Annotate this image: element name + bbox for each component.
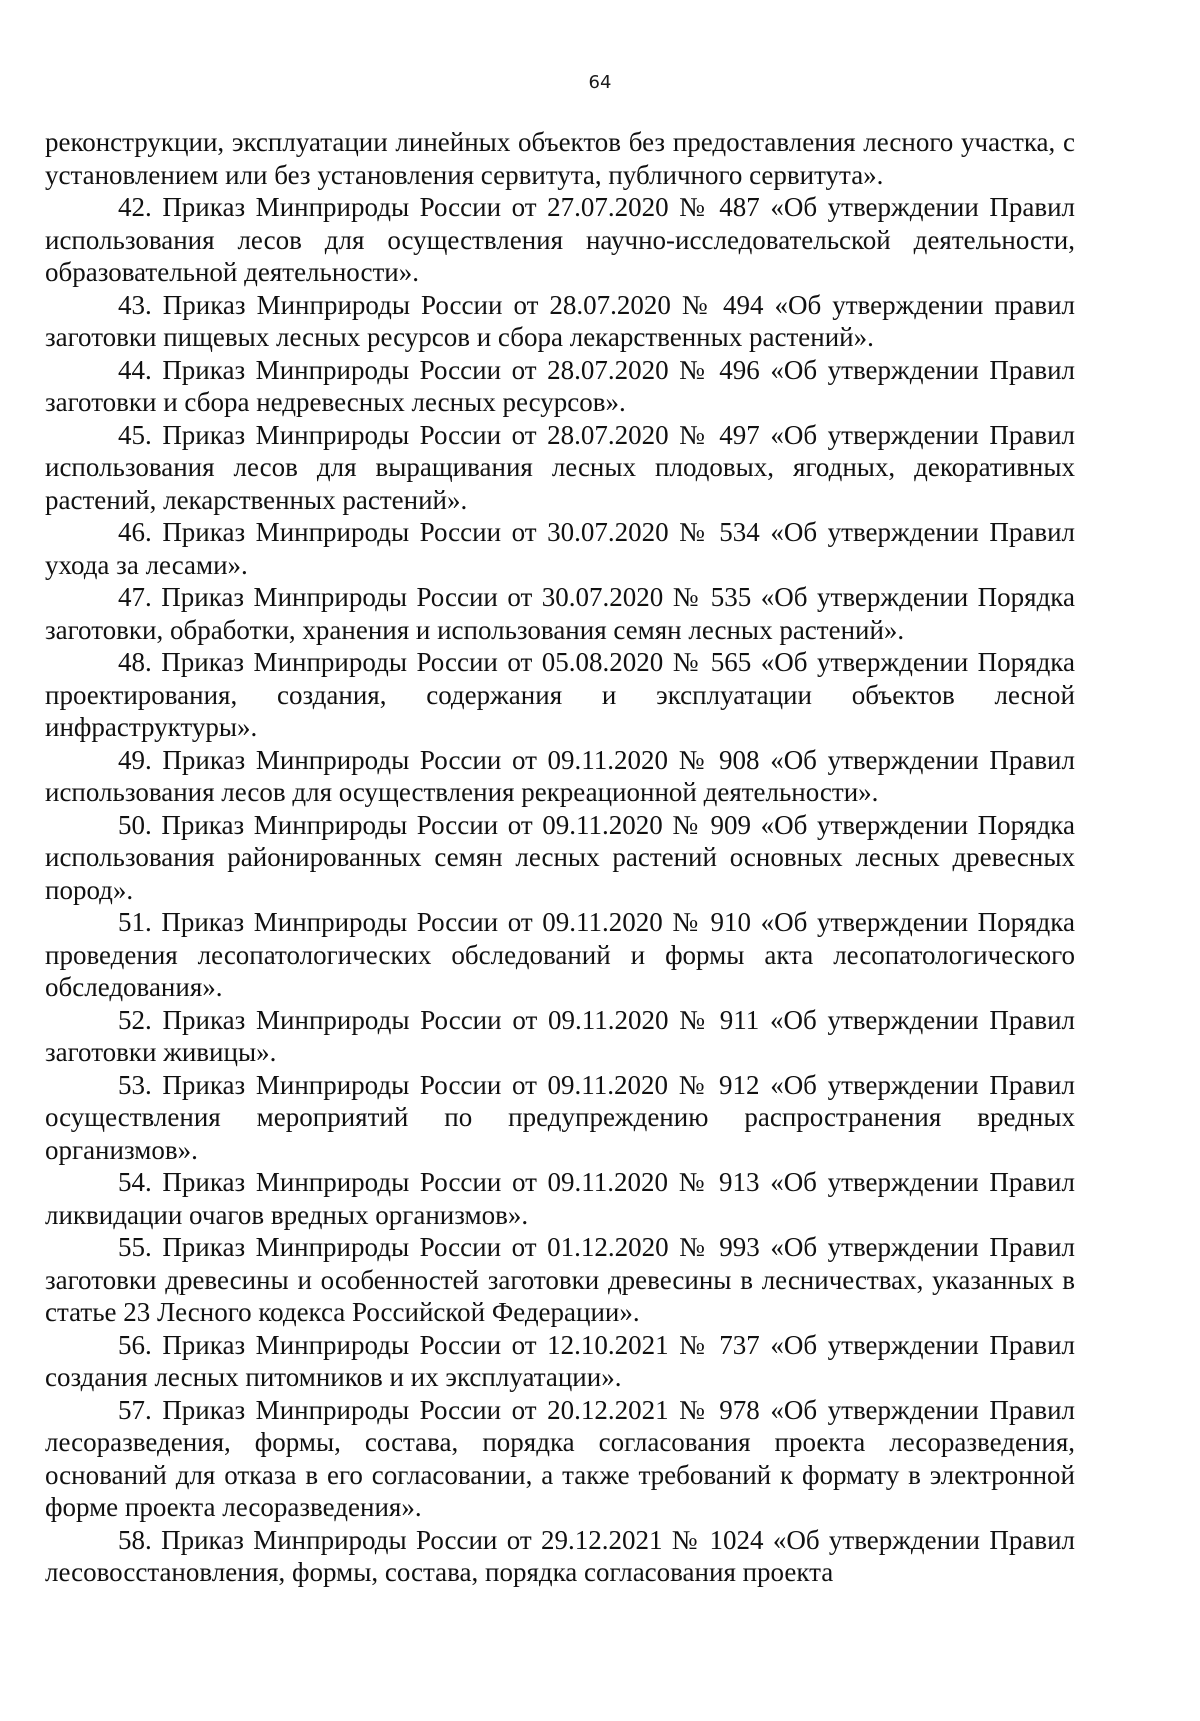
list-item-56: 56. Приказ Минприроды России от 12.10.2021 № 737 «Об утверждении Правил создания лесных питомников и их эксплуатации». [45,1329,1075,1392]
paragraph-continuation: реконструкции, эксплуатации линейных объектов без предоставления лесного участка, с установлением или без установления сервитута, публичного сервитута». [45,127,1075,190]
list-item-45: 45. Приказ Минприроды России от 28.07.2020 № 497 «Об утверждении Правил использования лесов для выращивания лесных плодовых, ягодных, декоративных растений, лекарственных растений». [45,419,1075,515]
list-item-48: 48. Приказ Минприроды России от 05.08.2020 № 565 «Об утверждении Порядка проектирования, создания, содержания и эксплуатации объектов лесной инфраструктуры». [45,647,1075,742]
list-item-46: 46. Приказ Минприроды России от 30.07.2020 № 534 «Об утверждении Правил ухода за лесами». [45,517,1075,580]
list-item-44: 44. Приказ Минприроды России от 28.07.2020 № 496 «Об утверждении Правил заготовки и сбора недревесных лесных ресурсов». [45,354,1075,417]
list-item-47: 47. Приказ Минприроды России от 30.07.2020 № 535 «Об утверждении Порядка заготовки, обработки, хранения и использования семян лесных растений». [45,582,1075,645]
list-item-50: 50. Приказ Минприроды России от 09.11.2020 № 909 «Об утверждении Порядка использования районированных семян лесных растений основных лесных древесных пород». [45,809,1075,905]
list-item-55: 55. Приказ Минприроды России от 01.12.2020 № 993 «Об утверждении Правил заготовки древесины и особенностей заготовки древесины в лесничествах, указанных в статье 23 Лесного кодекса Российской Федерации». [45,1232,1075,1327]
page-number: 64 [588,72,612,93]
list-item-57: 57. Приказ Минприроды России от 20.12.2021 № 978 «Об утверждении Правил лесоразведения, формы, состава, порядка согласования проекта лесоразведения, оснований для отказа в его согласовании, а также требований к формату в электронной форме проекта лесоразведения». [45,1394,1075,1522]
document-body [45,126,1075,1589]
list-item-54: 54. Приказ Минприроды России от 09.11.2020 № 913 «Об утверждении Правил ликвидации очагов вредных организмов». [45,1167,1075,1230]
list-item-43: 43. Приказ Минприроды России от 28.07.2020 № 494 «Об утверждении правил заготовки пищевых лесных ресурсов и сбора лекарственных растений». [45,289,1075,352]
list-item-53: 53. Приказ Минприроды России от 09.11.2020 № 912 «Об утверждении Правил осуществления мероприятий по предупреждению распространения вредных организмов». [45,1069,1075,1165]
list-item-49: 49. Приказ Минприроды России от 09.11.2020 № 908 «Об утверждении Правил использования лесов для осуществления рекреационной деятельности». [45,744,1075,807]
list-item-52: 52. Приказ Минприроды России от 09.11.2020 № 911 «Об утверждении Правил заготовки живицы». [45,1004,1075,1067]
list-item-58: 58. Приказ Минприроды России от 29.12.2021 № 1024 «Об утверждении Правил лесовосстановления, формы, состава, порядка согласования проекта [45,1524,1075,1587]
list-item-51: 51. Приказ Минприроды России от 09.11.2020 № 910 «Об утверждении Порядка проведения лесопатологических обследований и формы акта лесопатологического обследования». [45,907,1075,1002]
list-item-42: 42. Приказ Минприроды России от 27.07.2020 № 487 «Об утверждении Правил использования лесов для осуществления научно-исследовательской деятельности, образовательной деятельности». [45,192,1075,287]
